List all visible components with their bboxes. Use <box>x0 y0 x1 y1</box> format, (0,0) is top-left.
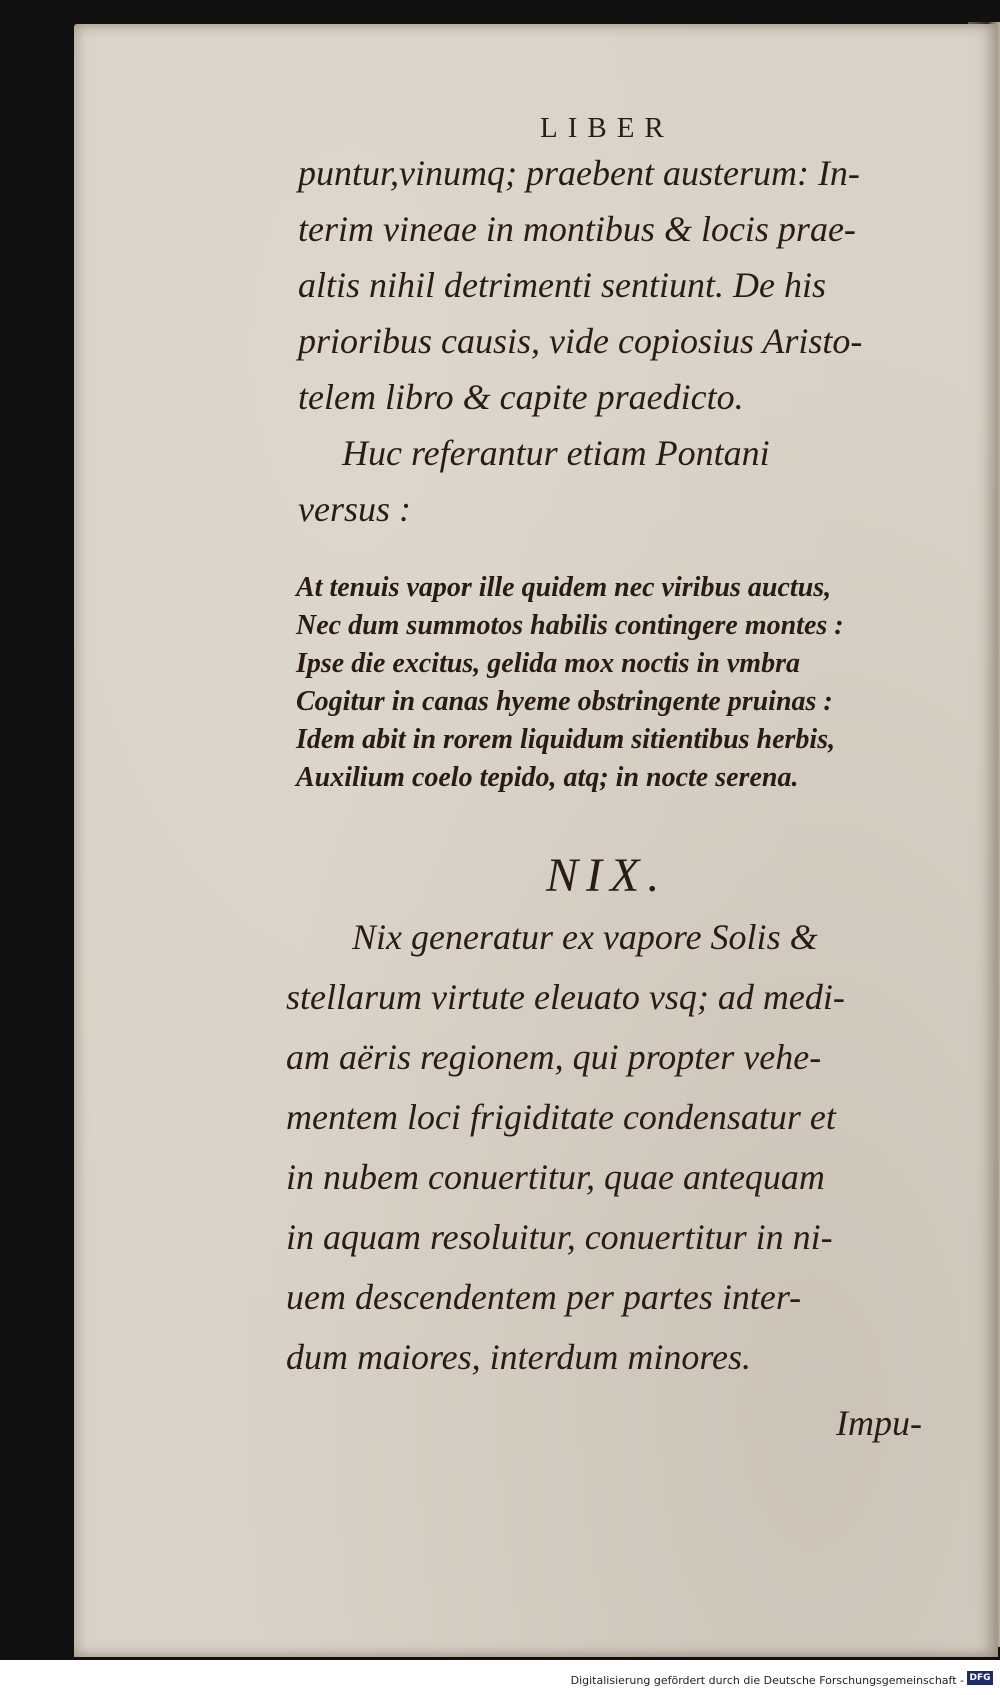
running-header: LIBER <box>540 112 674 144</box>
section-line: uem descendentem per partes inter- <box>286 1277 802 1317</box>
section-line: in nubem conuertitur, quae antequam <box>286 1157 825 1197</box>
verse-line: Idem abit in rorem liquidum sitientibus herbis, <box>296 724 836 755</box>
verse-line: Auxilium coelo tepido, atq; in nocte serena. <box>296 762 799 793</box>
body-line: altis nihil detrimenti sentiunt. De his <box>298 265 826 305</box>
verse-line: At tenuis vapor ille quidem nec viribus auctus, <box>296 572 832 603</box>
body-line: versus : <box>298 489 411 529</box>
verse-line: Ipse die excitus, gelida mox noctis in vmbra <box>296 648 800 679</box>
section-line: Nix generatur ex vapore Solis & <box>352 917 818 957</box>
catchword: Impu- <box>836 1403 922 1443</box>
section-line: dum maiores, interdum minores. <box>286 1337 751 1377</box>
section-line: in aquam resoluitur, conuertitur in ni- <box>286 1217 833 1257</box>
section-line: mentem loci frigiditate condensatur et <box>286 1097 836 1137</box>
body-line: puntur,vinumq; praebent austerum: In- <box>298 153 860 193</box>
body-line: telem libro & capite praedicto. <box>298 377 744 417</box>
section-title: NIX. <box>546 849 668 902</box>
section-line: stellarum virtute eleuato vsq; ad medi- <box>286 977 845 1017</box>
verse-line: Nec dum summotos habilis contingere montes : <box>296 610 844 641</box>
funding-note: Digitalisierung gefördert durch die Deutsche Forschungsgemeinschaft - <box>570 1674 964 1687</box>
verse-line: Cogitur in canas hyeme obstringente pruinas : <box>296 686 833 717</box>
section-line: am aëris regionem, qui propter vehe- <box>286 1037 822 1077</box>
body-line: prioribus causis, vide copiosius Aristo- <box>298 321 863 361</box>
body-line: Huc referantur etiam Pontani <box>342 433 770 473</box>
dfg-logo: DFG <box>967 1671 993 1685</box>
body-line: terim vineae in montibus & locis prae- <box>298 209 856 249</box>
